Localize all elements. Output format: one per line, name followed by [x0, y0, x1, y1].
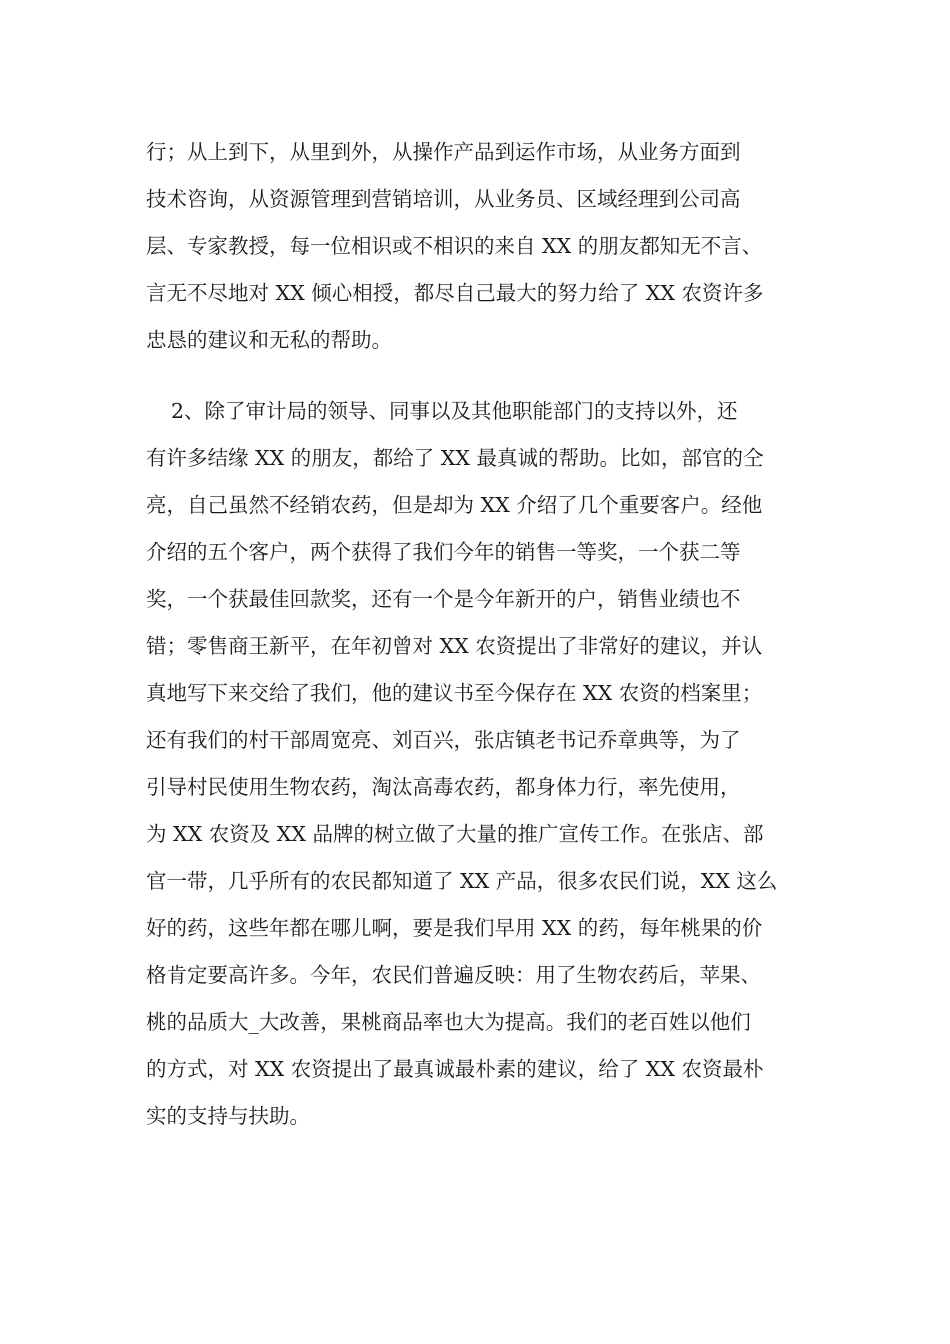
text-line: 真地写下来交给了我们，他的建议书至今保存在 XX 农资的档案里； — [146, 681, 763, 705]
text-line: 行；从上到下，从里到外，从操作产品到运作市场，从业务方面到 — [146, 140, 741, 164]
text-line: 亮，自己虽然不经销农药，但是却为 XX 介绍了几个重要客户。经他 — [146, 493, 763, 517]
text-line: 介绍的五个客户，两个获得了我们今年的销售一等奖，一个获二等 — [146, 540, 741, 564]
text-line: 有许多结缘 XX 的朋友，都给了 XX 最真诚的帮助。比如，部官的仝 — [146, 446, 764, 470]
text-line: 技术咨询，从资源管理到营销培训，从业务员、区域经理到公司高 — [146, 187, 741, 211]
text-line: 官一带，几乎所有的农民都知道了 XX 产品，很多农民们说，XX 这么 — [146, 869, 778, 893]
text-line: 错；零售商王新平，在年初曾对 XX 农资提出了非常好的建议，并认 — [146, 634, 763, 658]
text-line: 奖，一个获最佳回款奖，还有一个是今年新开的户，销售业绩也不 — [146, 587, 741, 611]
paragraph-2-first-line: 2、除了审计局的领导、同事以及其他职能部门的支持以外，还 — [171, 399, 738, 423]
text-line: 好的药，这些年都在哪儿啊，要是我们早用 XX 的药，每年桃果的价 — [146, 916, 763, 940]
text-line: 的方式，对 XX 农资提出了最真诚最朴素的建议，给了 XX 农资最朴 — [146, 1057, 764, 1081]
text-line: 为 XX 农资及 XX 品牌的树立做了大量的推广宣传工作。在张店、部 — [146, 822, 764, 846]
text-line: 还有我们的村干部周宽亮、刘百兴，张店镇老书记乔章典等，为了 — [146, 728, 741, 752]
text-line: 引导村民使用生物农药，淘汰高毒农药，都身体力行，率先使用， — [146, 775, 741, 799]
text-line: 桃的品质大_大改善，果桃商品率也大为提高。我们的老百姓以他们 — [146, 1010, 751, 1034]
text-line: 忠恳的建议和无私的帮助。 — [146, 328, 392, 352]
text-line: 层、专家教授，每一位相识或不相识的来自 XX 的朋友都知无不言、 — [146, 234, 763, 258]
text-line: 实的支持与扶助。 — [146, 1104, 310, 1128]
text-line: 格肯定要高许多。今年，农民们普遍反映：用了生物农药后，苹果、 — [146, 963, 761, 987]
text-line: 言无不尽地对 XX 倾心相授，都尽自己最大的努力给了 XX 农资许多 — [146, 281, 764, 305]
